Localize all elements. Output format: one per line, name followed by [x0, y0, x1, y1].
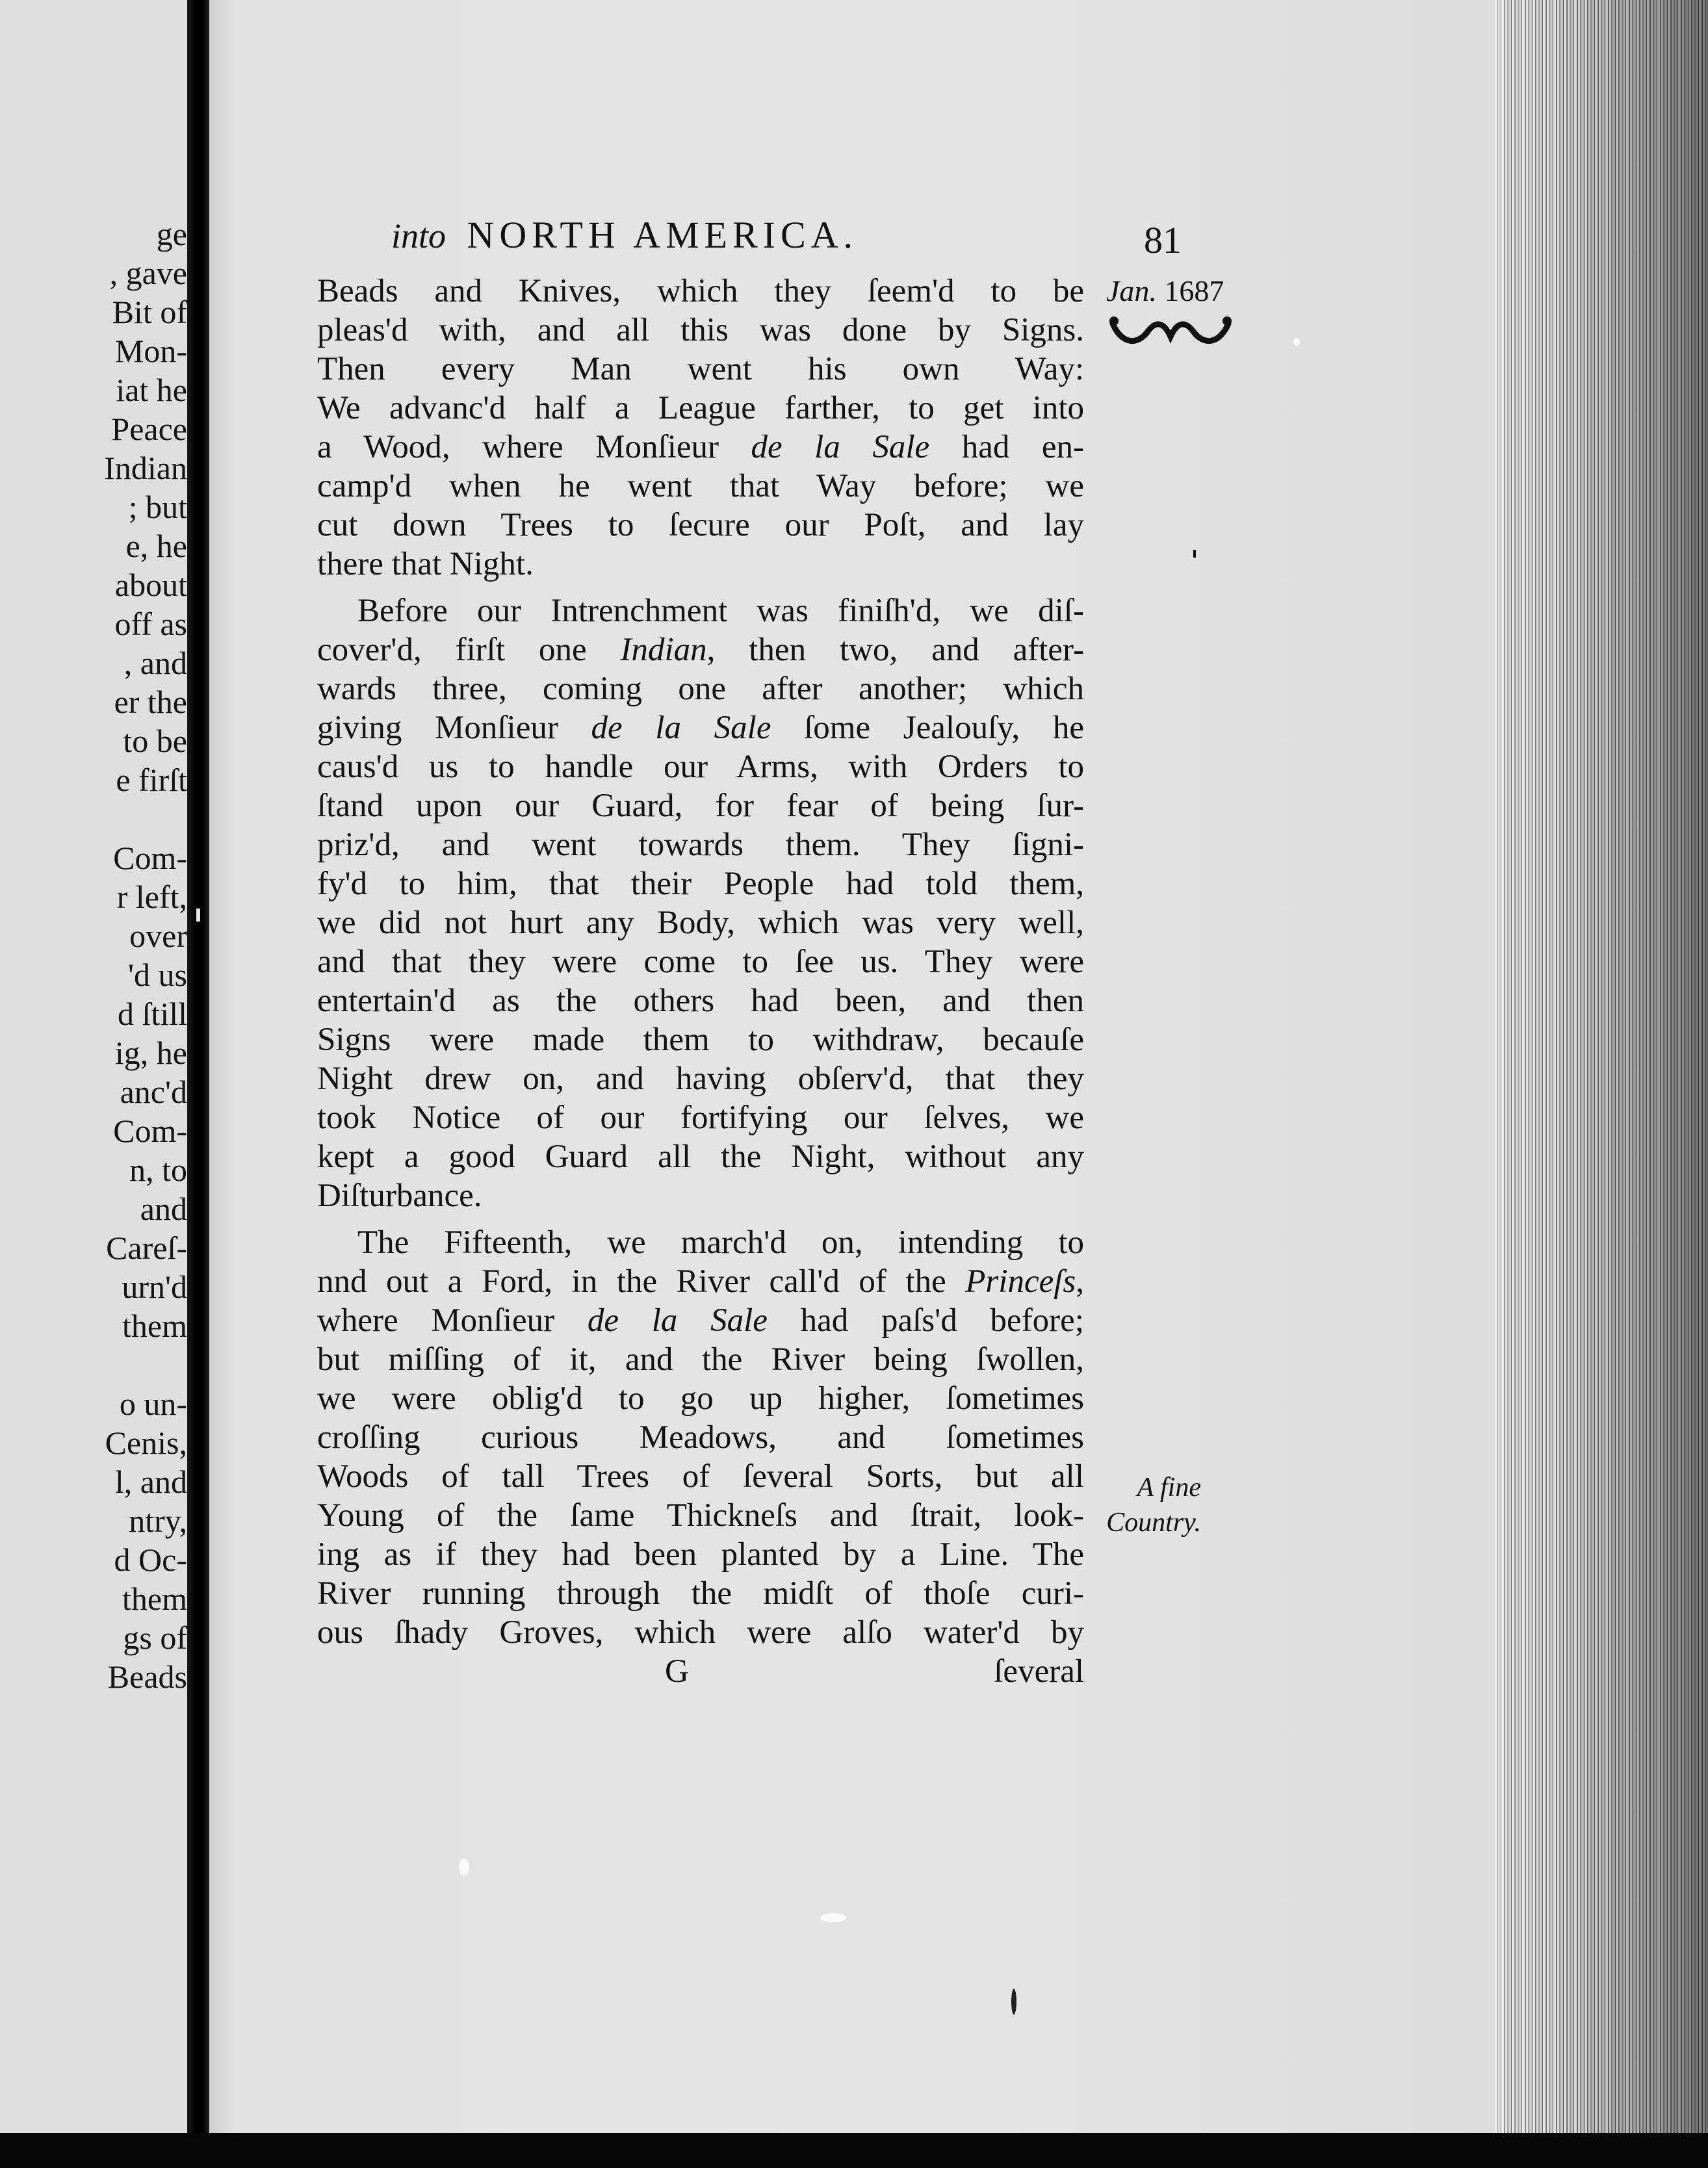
margin-note	[1084, 1470, 1201, 1540]
text-line: ſtand upon our Guard, for fear of being ſur-	[317, 788, 1084, 824]
text-line: ous ſhady Groves, which were alſo water'd by	[317, 1614, 1084, 1651]
text-line: Young of the ſame Thickneſs and ſtrait, look-	[317, 1497, 1084, 1534]
text-line: Signs were made them to withdraw, becauſe	[317, 1022, 1084, 1058]
text-line: wards three, coming one after another; which	[317, 671, 1084, 707]
facing-page-line: 'd us	[128, 957, 187, 993]
facing-page-line: Bit of	[112, 294, 187, 330]
ornamental-brace-icon	[1109, 312, 1232, 351]
facing-page-line: ig, he	[114, 1035, 187, 1071]
facing-page-line: Careſ-	[106, 1230, 187, 1266]
margin-note-line-2: Country.	[1106, 1508, 1201, 1538]
text-line: croſſing curious Meadows, and ſometimes	[317, 1419, 1084, 1456]
text-line: but miſſing of it, and the River being ſwollen,	[317, 1341, 1084, 1378]
text-line: Woods of tall Trees of ſeveral Sorts, but all	[317, 1458, 1084, 1495]
text-line: caus'd us to handle our Arms, with Orders to	[317, 749, 1084, 785]
text-line: pleas'd with, and all this was done by Signs.	[317, 312, 1084, 348]
facing-page-fragment	[0, 0, 187, 2145]
facing-page-line: r left,	[116, 879, 187, 915]
text-line: cover'd, firſt one Indian, then two, and after-	[317, 632, 1084, 668]
catchword: ſeveral	[994, 1653, 1084, 1690]
signature-line	[317, 1652, 1084, 1691]
dust-speck	[820, 1913, 846, 1922]
fore-edge-shadow	[1495, 0, 1708, 2138]
scan-artifact	[1193, 550, 1196, 558]
facing-page-line: er the	[114, 684, 187, 720]
facing-page-line: ntry,	[129, 1503, 187, 1539]
scan-bottom-border	[0, 2133, 1708, 2168]
text-line: fy'd to him, that their People had told them,	[317, 866, 1084, 902]
text-line: we did not hurt any Body, which was very well,	[317, 905, 1084, 941]
facing-page-line: Peace	[111, 411, 187, 447]
facing-page-line: Beads	[107, 1658, 187, 1695]
facing-page-line: Com-	[113, 1113, 187, 1149]
text-line: ing as if they had been planted by a Line. The	[317, 1536, 1084, 1573]
facing-page-line: about	[114, 567, 187, 603]
facing-page-line: d Oc-	[114, 1542, 187, 1578]
margin-date-month: Jan.	[1106, 274, 1157, 307]
dust-speck	[459, 1859, 469, 1876]
facing-page-line: Indian	[104, 450, 187, 486]
paragraph-gap	[317, 584, 1084, 591]
signature-mark: G	[665, 1653, 689, 1690]
margin-note-line-1: A fine	[1137, 1473, 1201, 1503]
dust-speck	[1011, 1989, 1016, 2015]
facing-page-line: gs of	[123, 1620, 187, 1656]
text-line: cut down Trees to ſecure our Poſt, and lay	[317, 507, 1084, 543]
facing-page-line: e firſt	[116, 762, 187, 798]
facing-page-line: l, and	[114, 1464, 187, 1500]
text-line: priz'd, and went towards them. They ſigni-	[317, 827, 1084, 863]
margin-date	[1106, 272, 1224, 311]
text-line: Then every Man went his own Way:	[317, 351, 1084, 387]
facing-page-line: d ſtill	[118, 996, 187, 1032]
text-line: Diſturbance.	[317, 1178, 482, 1214]
facing-page-line: urn'd	[122, 1269, 187, 1305]
text-line: The Fifteenth, we march'd on, intending to	[357, 1224, 1084, 1261]
text-line: Beads and Knives, which they ſeem'd to be	[317, 273, 1084, 309]
facing-page-line: Com-	[113, 840, 187, 876]
facing-page-line: ; but	[128, 489, 187, 525]
facing-page-line: ge	[156, 216, 187, 252]
body-text	[317, 272, 1084, 1691]
facing-page-line: over	[129, 918, 187, 954]
dust-speck	[1293, 338, 1300, 346]
text-line: We advanc'd half a League farther, to get into	[317, 390, 1084, 426]
text-line: took Notice of our fortifying our ſelves, we	[317, 1100, 1084, 1136]
margin-date-year: 1687	[1164, 274, 1224, 307]
text-line: kept a good Guard all the Night, without any	[317, 1139, 1084, 1175]
facing-page-line: Cenis,	[105, 1425, 187, 1461]
text-line: Before our Intrenchment was finiſh'd, we diſ-	[357, 593, 1084, 629]
running-head	[187, 209, 1062, 261]
scan-artifact	[196, 909, 200, 922]
facing-page-line: o un-	[119, 1386, 187, 1422]
text-line: where Monſieur de la Sale had paſs'd before;	[317, 1302, 1084, 1339]
text-line: nnd out a Ford, in the River call'd of the Princeſs,	[317, 1263, 1084, 1300]
facing-page-line: and	[140, 1191, 187, 1227]
page-number: 81	[1144, 219, 1182, 261]
paragraph-gap	[317, 1215, 1084, 1223]
facing-page-line: n, to	[129, 1152, 187, 1188]
running-head-prefix: into	[391, 216, 446, 255]
facing-page-line: , gave	[109, 255, 187, 291]
facing-page-line: them	[122, 1581, 187, 1617]
text-line: giving Monſieur de la Sale ſome Jealouſy, he	[317, 710, 1084, 746]
facing-page-line: anc'd	[120, 1074, 187, 1110]
facing-page-line: iat he	[116, 372, 187, 408]
facing-page-line: them	[122, 1308, 187, 1344]
text-line: a Wood, where Monſieur de la Sale had en-	[317, 429, 1084, 465]
text-line: River running through the midſt of thoſe curi-	[317, 1575, 1084, 1612]
book-gutter	[187, 0, 209, 2168]
facing-page-line: Mon-	[114, 333, 187, 369]
facing-page-line: to be	[123, 723, 187, 759]
facing-page-line: e, he	[125, 528, 187, 564]
facing-page-line: off as	[114, 606, 187, 642]
text-line: entertain'd as the others had been, and then	[317, 983, 1084, 1019]
facing-page-line: , and	[123, 645, 187, 681]
text-line: and that they were come to ſee us. They were	[317, 944, 1084, 980]
running-head-title: NORTH AMERICA.	[467, 214, 859, 256]
text-line: camp'd when he went that Way before; we	[317, 468, 1084, 504]
text-line: there that Night.	[317, 546, 534, 582]
text-line: Night drew on, and having obſerv'd, that they	[317, 1061, 1084, 1097]
text-line: we were oblig'd to go up higher, ſometimes	[317, 1380, 1084, 1417]
